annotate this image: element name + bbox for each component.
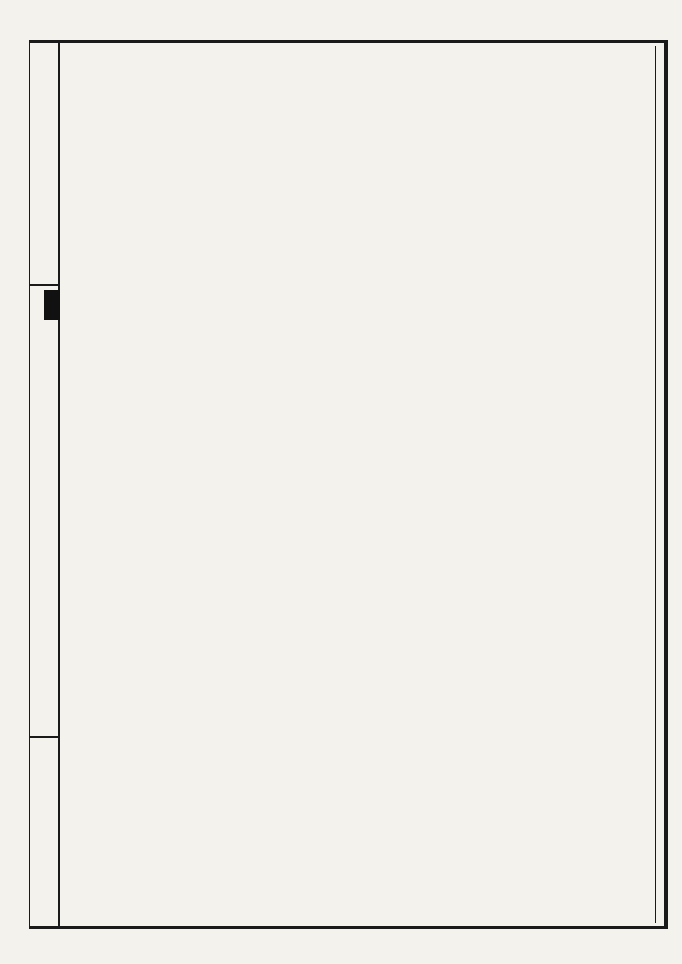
margin-column-line <box>58 40 60 929</box>
top-border <box>30 40 666 43</box>
outer-right-border <box>664 40 668 929</box>
page-left-edge <box>29 40 30 929</box>
inner-right-border <box>655 46 656 923</box>
fishtail-marker <box>44 290 60 320</box>
margin-divider-bottom <box>30 736 58 738</box>
margin-divider-top <box>30 284 58 286</box>
bottom-border <box>30 926 666 929</box>
